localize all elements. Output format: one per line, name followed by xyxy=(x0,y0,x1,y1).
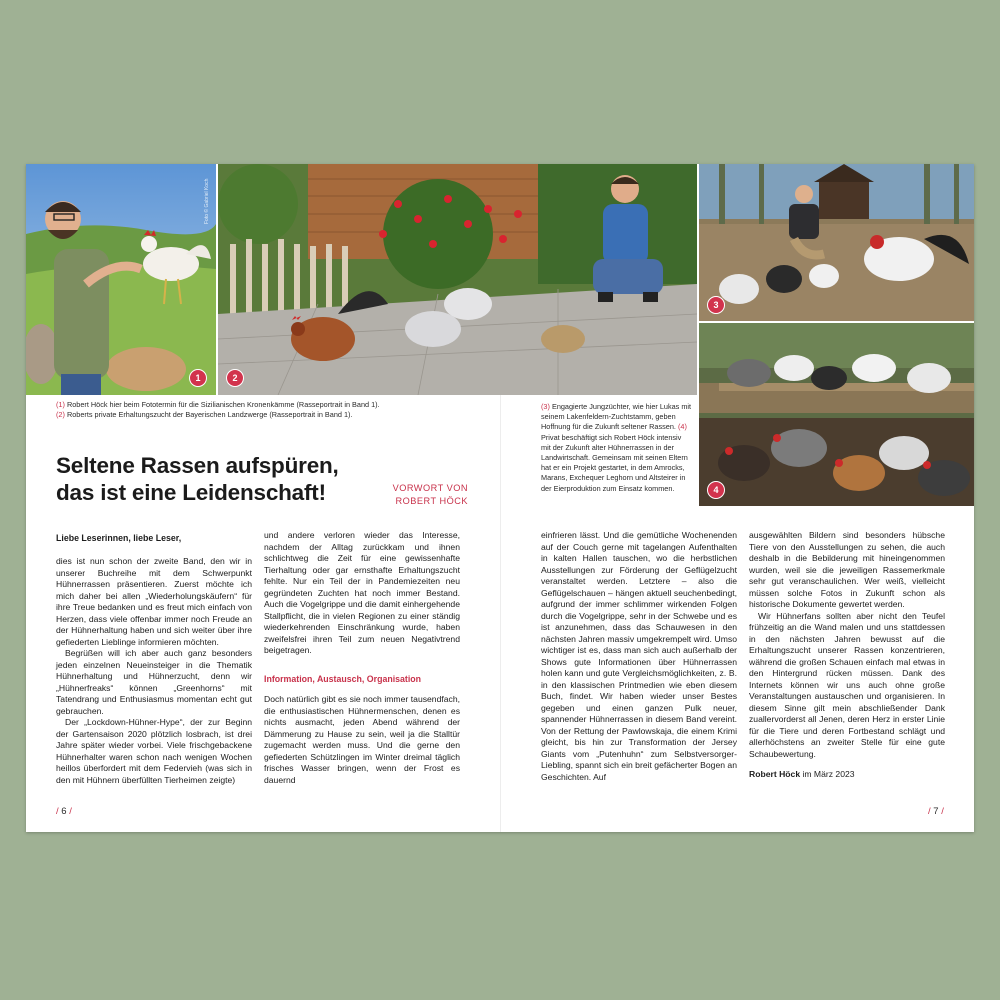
page-number-slash: / xyxy=(928,806,931,817)
caption-2-number: (2) xyxy=(56,410,65,420)
photo-man-with-rooster xyxy=(26,164,216,395)
text-column-2 xyxy=(264,530,460,786)
paragraph: und andere verloren wieder das Interesse, nachdem der Alltag zurückkam und ihnen schlichtweg die Zeit für eine gewissenhafte Tierhaltung oder gar ernsthafte Erhaltungszucht fehlte. Nur ein Teil der in Pandemiezeiten neu gegründeten Zuchten hat noch immer Bestand. Auch die Vogelgrippe und die damit einhergehende Stallpflicht, die in vielen Regionen zu einer ständig wiederkehrenden Einschränkung wurde, haben zweifelsfrei ihren Teil zum neuen Negativtrend beigetragen. xyxy=(264,530,460,655)
caption-photos-1-2 xyxy=(56,400,436,420)
page-title-line-2: das ist eine Leidenschaft! xyxy=(56,480,326,505)
page-number-value: 7 xyxy=(933,806,939,817)
photo-garden-chickens xyxy=(218,164,697,395)
caption-3-text: Engagierte Jungzüchter, wie hier Lukas mit seinem Lakenfeldern-Zuchtstamm, geben Hoffnung für die Zukunft seltener Rassen. xyxy=(541,402,692,432)
paragraph: Wir Hühnerfans sollten aber nicht den Teufel frühzeitig an die Wand malen und uns stattdessen in den nächsten Jahren bewusst auf die Erhaltungszucht unserer Rassen konzentrieren, während die großen Schauen einfach mal etwas in den Hintergrund rücken müssen. Dank des Internets können wir uns auch ohne große Veranstaltungen austauschen und organisieren. In diesem Sinne gilt mein abschließender Dank zuallervorderst all Jenen, deren Herz in erster Linie für die Tiere und deren Fortbestand schlägt und allerhöchstens an zweiter Stelle für eine gute Schaubewertung. xyxy=(749,610,945,759)
text-column-4 xyxy=(749,530,945,781)
photo-badge-2: 2 xyxy=(226,369,244,387)
caption-4-text: Privat beschäftigt sich Robert Höck intensiv mit der Zukunft alter Hühnerrassen in der Landwirtschaft. Gemeinsam mit seinen Eltern hat er ein Projekt gestartet, in dem Amrocks, Marans, Exchequer Leghorn und Altsteirer in der Eierproduktion zum Einsatz kommen. xyxy=(541,432,688,493)
paragraph: Begrüßen will ich aber auch ganz besonders jeden einzelnen Neueinsteiger in die Thematik Hühnerhaltung und Hühnerzucht, denn wir „Hühnerfreaks“ können „Greenhorns“ mit Tatendrang und Enthusiasmus momentan echt gut gebrauchen. xyxy=(56,648,252,716)
signature-date: im März 2023 xyxy=(800,769,855,779)
page-number-slash: / xyxy=(69,806,72,817)
photo-credit: Foto © Gabriel Koch xyxy=(204,178,210,224)
signature-name: Robert Höck xyxy=(749,769,801,779)
caption-2 xyxy=(56,410,436,420)
page-number-slash: / xyxy=(56,806,59,817)
caption-2-text: Roberts private Erhaltungszucht der Bayerischen Landzwerge (Rasseportrait in Band 1). xyxy=(64,410,353,420)
greeting: Liebe Leserinnen, liebe Leser, xyxy=(56,533,182,543)
caption-photos-3-4 xyxy=(541,402,693,494)
page-number-left xyxy=(56,806,72,817)
paragraph: Der „Lockdown-Hühner-Hype“, der zur Beginn der Gartensaison 2020 plötzlich losbrach, ist drei Jahre später wieder vorbei. Viele frischgebackene Hühnerhalter waren schon nach wenigen Wochen heillos überfordert mit dem Federvieh (was sich in den mit Hühnern überfüllten Tierheimen zeigte) xyxy=(56,717,252,785)
caption-1 xyxy=(56,400,436,410)
photo-badge-3: 3 xyxy=(707,296,725,314)
signature xyxy=(749,769,945,781)
photo-young-breeder xyxy=(699,164,974,321)
magazine-spread xyxy=(26,164,974,832)
text-column-3 xyxy=(541,530,737,783)
caption-4-number: (4) xyxy=(677,422,687,432)
paragraph: Doch natürlich gibt es sie noch immer tausendfach, die enthusiastischen Hühnermenschen, denen es nichts ausmacht, jeden Abend während der Dämmerung zu Hause zu sein, weil ja die Stalltür zugemacht werden muss. Und die gerne den gefiederten Schützlingen im Winter dreimal täglich frisches Wasser bringen, wenn der Frost es dauernd xyxy=(264,694,460,785)
page-title xyxy=(56,452,386,506)
section-heading: Information, Austausch, Organisation xyxy=(264,673,422,684)
caption-3-number: (3) xyxy=(541,402,550,411)
paragraph: dies ist nun schon der zweite Band, den wir in unserer Buchreihe mit dem Schwerpunkt Hühnerrassen präsentieren. Zuerst möchte ich mich daher bei allen „Wiederholungskäufern“ für ihre Treue bedanken und es freut mich einfach von Herzen, dass viele offenbar immer noch Freude an der Hühnerhaltung haben und sich weiter über ihre gefiederten Lieblinge informieren möchten. xyxy=(56,556,252,647)
photo-badge-4: 4 xyxy=(707,481,725,499)
photo-hens-feeding xyxy=(699,323,974,506)
paragraph: ausgewählten Bildern sind besonders hübsche Tiere von den Ausstellungen zu sehen, die auch deshalb in die Bebilderung mit hineingenommen wurden, weil sie die jeweiligen Rassemerkmale sehr gut veranschaulichen. Wer weiß, vielleicht müssen solche Fotos in Zukunft schon als historische Dokumente gewertet werden. xyxy=(749,530,945,609)
caption-1-number: (1) xyxy=(56,400,65,409)
page-number-value: 6 xyxy=(61,806,67,817)
caption-1-text: Robert Höck hier beim Fototermin für die Sizilianischen Kronenkämme (Rasseportrait in Band 1). xyxy=(64,400,380,409)
kicker-line-1: VORWORT VON xyxy=(392,483,468,493)
photo-badge-1: 1 xyxy=(189,369,207,387)
page-number-right xyxy=(928,806,944,817)
text-column-1 xyxy=(56,556,252,786)
page-title-line-1: Seltene Rassen aufspüren, xyxy=(56,453,339,478)
page-number-slash: / xyxy=(941,806,944,817)
paragraph: einfrieren lässt. Und die gemütliche Wochenenden auf der Couch gerne mit tagelangen Aufenthalten in kalten Hallen tauschen, wo die herbstlichen Ausstellungen zur Förderung der Geflügelzucht veranstaltet werden. Letztere – also die Geflügelschauen – hängen aktuell seuchenbedingt, aufgrund der immer schlimmer wirkenden Folgen durch die Vogelgrippe, sehr in der Schwebe und es ist anzunehmen, dass das Schauwesen in den nächsten Jahren massiv umgekrempelt wird. Umso wichtiger ist es, dass man sich auch außerhalb der Shows gute Informationen über Hühnerrassen holen kann und gute Vergleichsmöglichkeiten, z. B. in den klassischen Printmedien wie eben diesem Buch, findet. Wir haben wieder unser Bestes gegeben und einen ganzen Pulk neuer, spannender Hühnerrassen in diesem Band vereint. Von der Rettung der Pawlowskaja, die einem Krimi gleicht, bis hin zur Transformation der Jersey Giants vom „Putenhuhn“ zum Selbstversorger-Liebling, spannt sich ein breit gefächerter Bogen an Geschichten. Auf xyxy=(541,530,737,782)
kicker-line-2: ROBERT HÖCK xyxy=(395,495,468,506)
foreword-kicker xyxy=(368,482,468,507)
